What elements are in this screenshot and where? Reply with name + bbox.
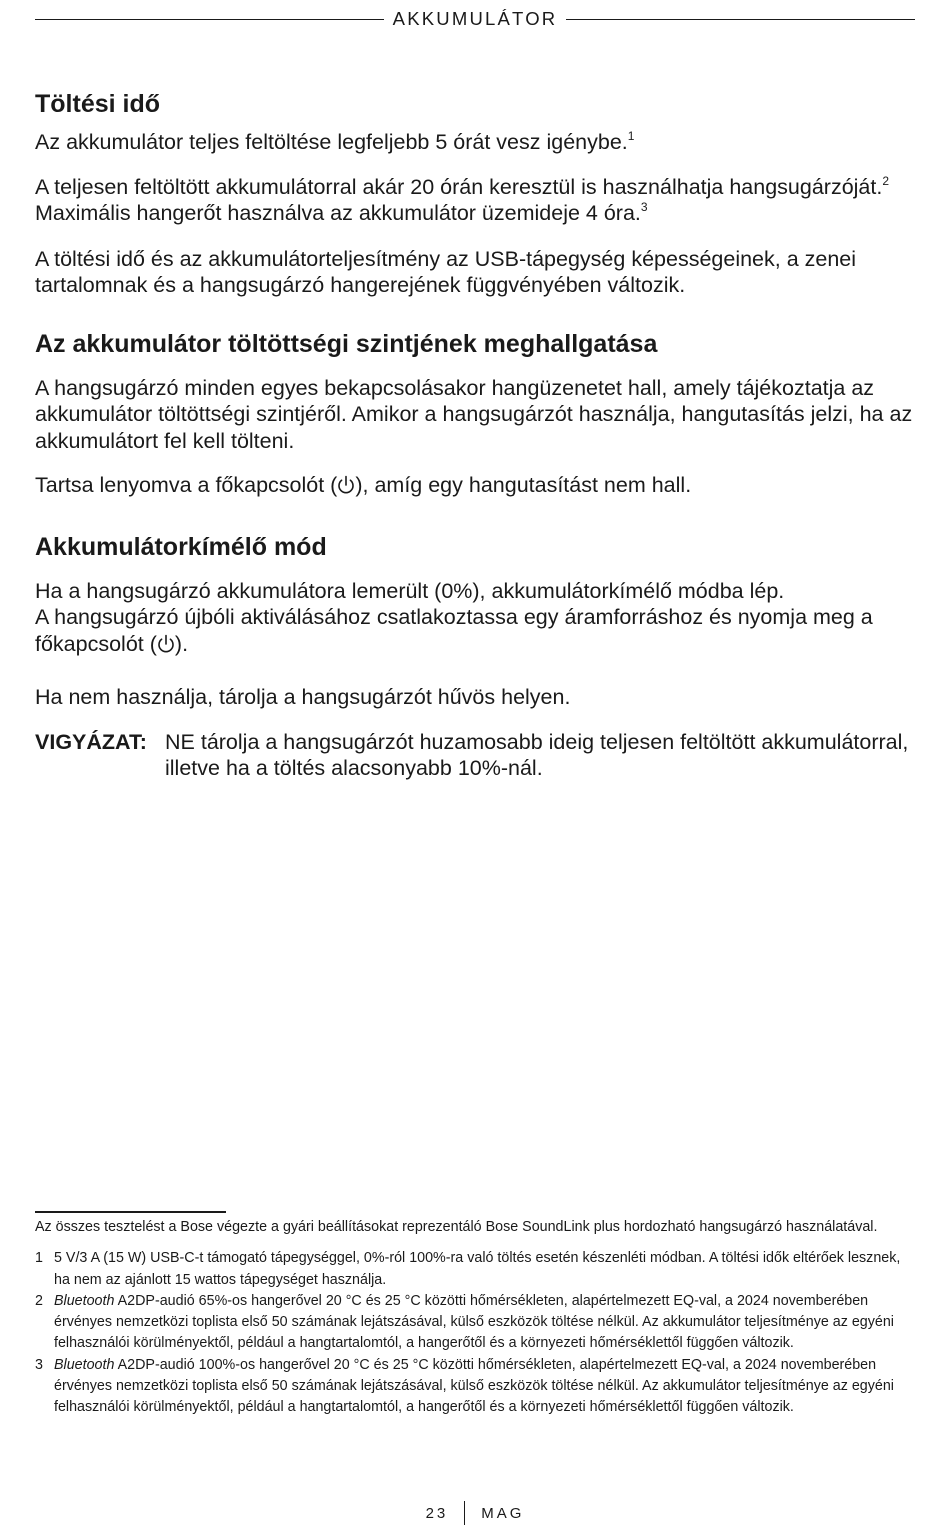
footnote-ref-1: 1: [627, 129, 635, 143]
battery-level-p2a-text: Tartsa lenyomva a főkapcsolót (: [35, 473, 338, 497]
footnote-divider: [35, 1211, 226, 1213]
heading-charge-time: Töltési idő: [35, 90, 160, 118]
footnotes: [35, 1217, 915, 1419]
charge-time-p2a-text: A teljesen feltöltött akkumulátorral akár 20 órán keresztül is használhatja hangsugárzóját.: [35, 174, 883, 199]
charge-time-p1-text: Az akkumulátor teljes feltöltése legfeljebb 5 órát vesz igénybe.: [35, 130, 628, 154]
footnote-item: [35, 1291, 915, 1355]
charge-time-p2b-text: Maximális hangerőt használva az akkumulátor üzemideje 4 óra.: [35, 201, 641, 225]
battery-level-paragraph-2: [35, 472, 915, 502]
power-icon: [337, 475, 355, 502]
protection-mode-paragraph-2: Ha nem használja, tárolja a hangsugárzót hűvös helyen.: [35, 685, 571, 709]
battery-level-p2b-text: ), amíg egy hangutasítást nem hall.: [355, 473, 692, 497]
caution-notice: [35, 729, 915, 782]
footer-separator: [464, 1501, 465, 1525]
page-number: 23: [425, 1504, 449, 1522]
protection-mode-line-2a: A hangsugárzó újbóli aktiválásához csatlakoztassa egy áramforráshoz és nyomja meg a főkapcsolót (: [35, 605, 873, 656]
footnote-item: [35, 1355, 915, 1419]
battery-level-paragraph-1: A hangsugárzó minden egyes bekapcsolásakor hangüzenetet hall, amely tájékoztatja az akkumulátor töltöttségi szintjéről. Amikor a hangsugárzót használja, hangutasítás jelzi, ha az akkumulátort fel kell tölteni.: [35, 375, 913, 453]
header-title: AKKUMULÁTOR: [392, 8, 558, 29]
charge-time-paragraph-3: A töltési idő és az akkumulátorteljesítmény az USB-tápegység képességeinek, a zenei tartalomnak és a hangsugárzó hangerejének függvényében változik.: [35, 246, 857, 297]
footnote-text: [54, 1248, 915, 1291]
footnote-body: 5 V/3 A (15 W) USB-C-t támogató tápegységgel, 0%-ról 100%-ra való töltés esetén készenléti módban. A töltési idők eltérőek lesznek, ha nem az ajánlott 15 wattos tápegységet használja.: [54, 1250, 901, 1288]
footnote-number: 3: [35, 1356, 43, 1373]
caution-text: NE tárolja a hangsugárzót huzamosabb ideig teljesen feltöltött akkumulátorral, illetve ha a töltés alacsonyabb 10%-nál.: [165, 729, 909, 780]
heading-battery-level: Az akkumulátor töltöttségi szintjének meghallgatása: [35, 329, 658, 358]
footnote-number: 2: [35, 1292, 43, 1309]
heading-protection-mode: Akkumulátorkímélő mód: [35, 532, 327, 561]
footnote-ref-3: 3: [640, 200, 648, 214]
header-rule-right: [566, 19, 915, 20]
page-header: [35, 6, 915, 32]
main-content: [35, 88, 915, 782]
footnote-italic: Bluetooth: [54, 1356, 115, 1373]
caution-label: VIGYÁZAT:: [35, 729, 147, 754]
language-code: MAG: [481, 1504, 525, 1522]
protection-mode-line-2b: ).: [174, 631, 189, 656]
footnote-text: [54, 1291, 915, 1355]
footnote-text: [54, 1355, 915, 1419]
protection-mode-paragraph-1: [35, 578, 915, 661]
footnote-ref-2: 2: [882, 173, 890, 188]
footnote-number: 1: [35, 1250, 43, 1267]
footnote-item: [35, 1248, 915, 1291]
charge-time-paragraph-1: [35, 129, 915, 156]
footnote-body: A2DP-audió 65%-os hangerővel 20 °C és 25 °C közötti hőmérsékleten, alapértelmezett EQ-val, a 2024 novemberében érvényes nemzetközi toplista első 50 számának lejátszásával, külső eszközök töltése nélkül. Az akkumulátor teljesítménye az egyéni felhasználói körülményektől, például a hangtartalomtól, a hangerőtől és a környezeti hőmérséklettől függően változik.: [54, 1292, 894, 1352]
page-footer: [0, 1500, 950, 1526]
footnote-body: A2DP-audió 100%-os hangerővel 20 °C és 25 °C közötti hőmérsékleten, alapértelmezett EQ-val, a 2024 novemberében érvényes nemzetközi toplista első 50 számának lejátszásával, külső eszközök töltése nélkül. Az akkumulátor teljesítménye az egyéni felhasználói körülményektől, például a hangtartalomtól, a hangerőtől és a környezeti hőmérséklettől függően változik.: [54, 1356, 894, 1416]
header-rule-left: [35, 19, 384, 20]
footnote-italic: Bluetooth: [54, 1292, 115, 1309]
power-icon: [157, 634, 175, 661]
charge-time-paragraph-2: [35, 174, 915, 227]
protection-mode-line-1: Ha a hangsugárzó akkumulátora lemerült (0%), akkumulátorkímélő módba lép.: [35, 578, 785, 603]
footnote-intro: Az összes tesztelést a Bose végezte a gyári beállításokat reprezentáló Bose SoundLink plus hordozható hangsugárzó használatával.: [35, 1219, 878, 1235]
